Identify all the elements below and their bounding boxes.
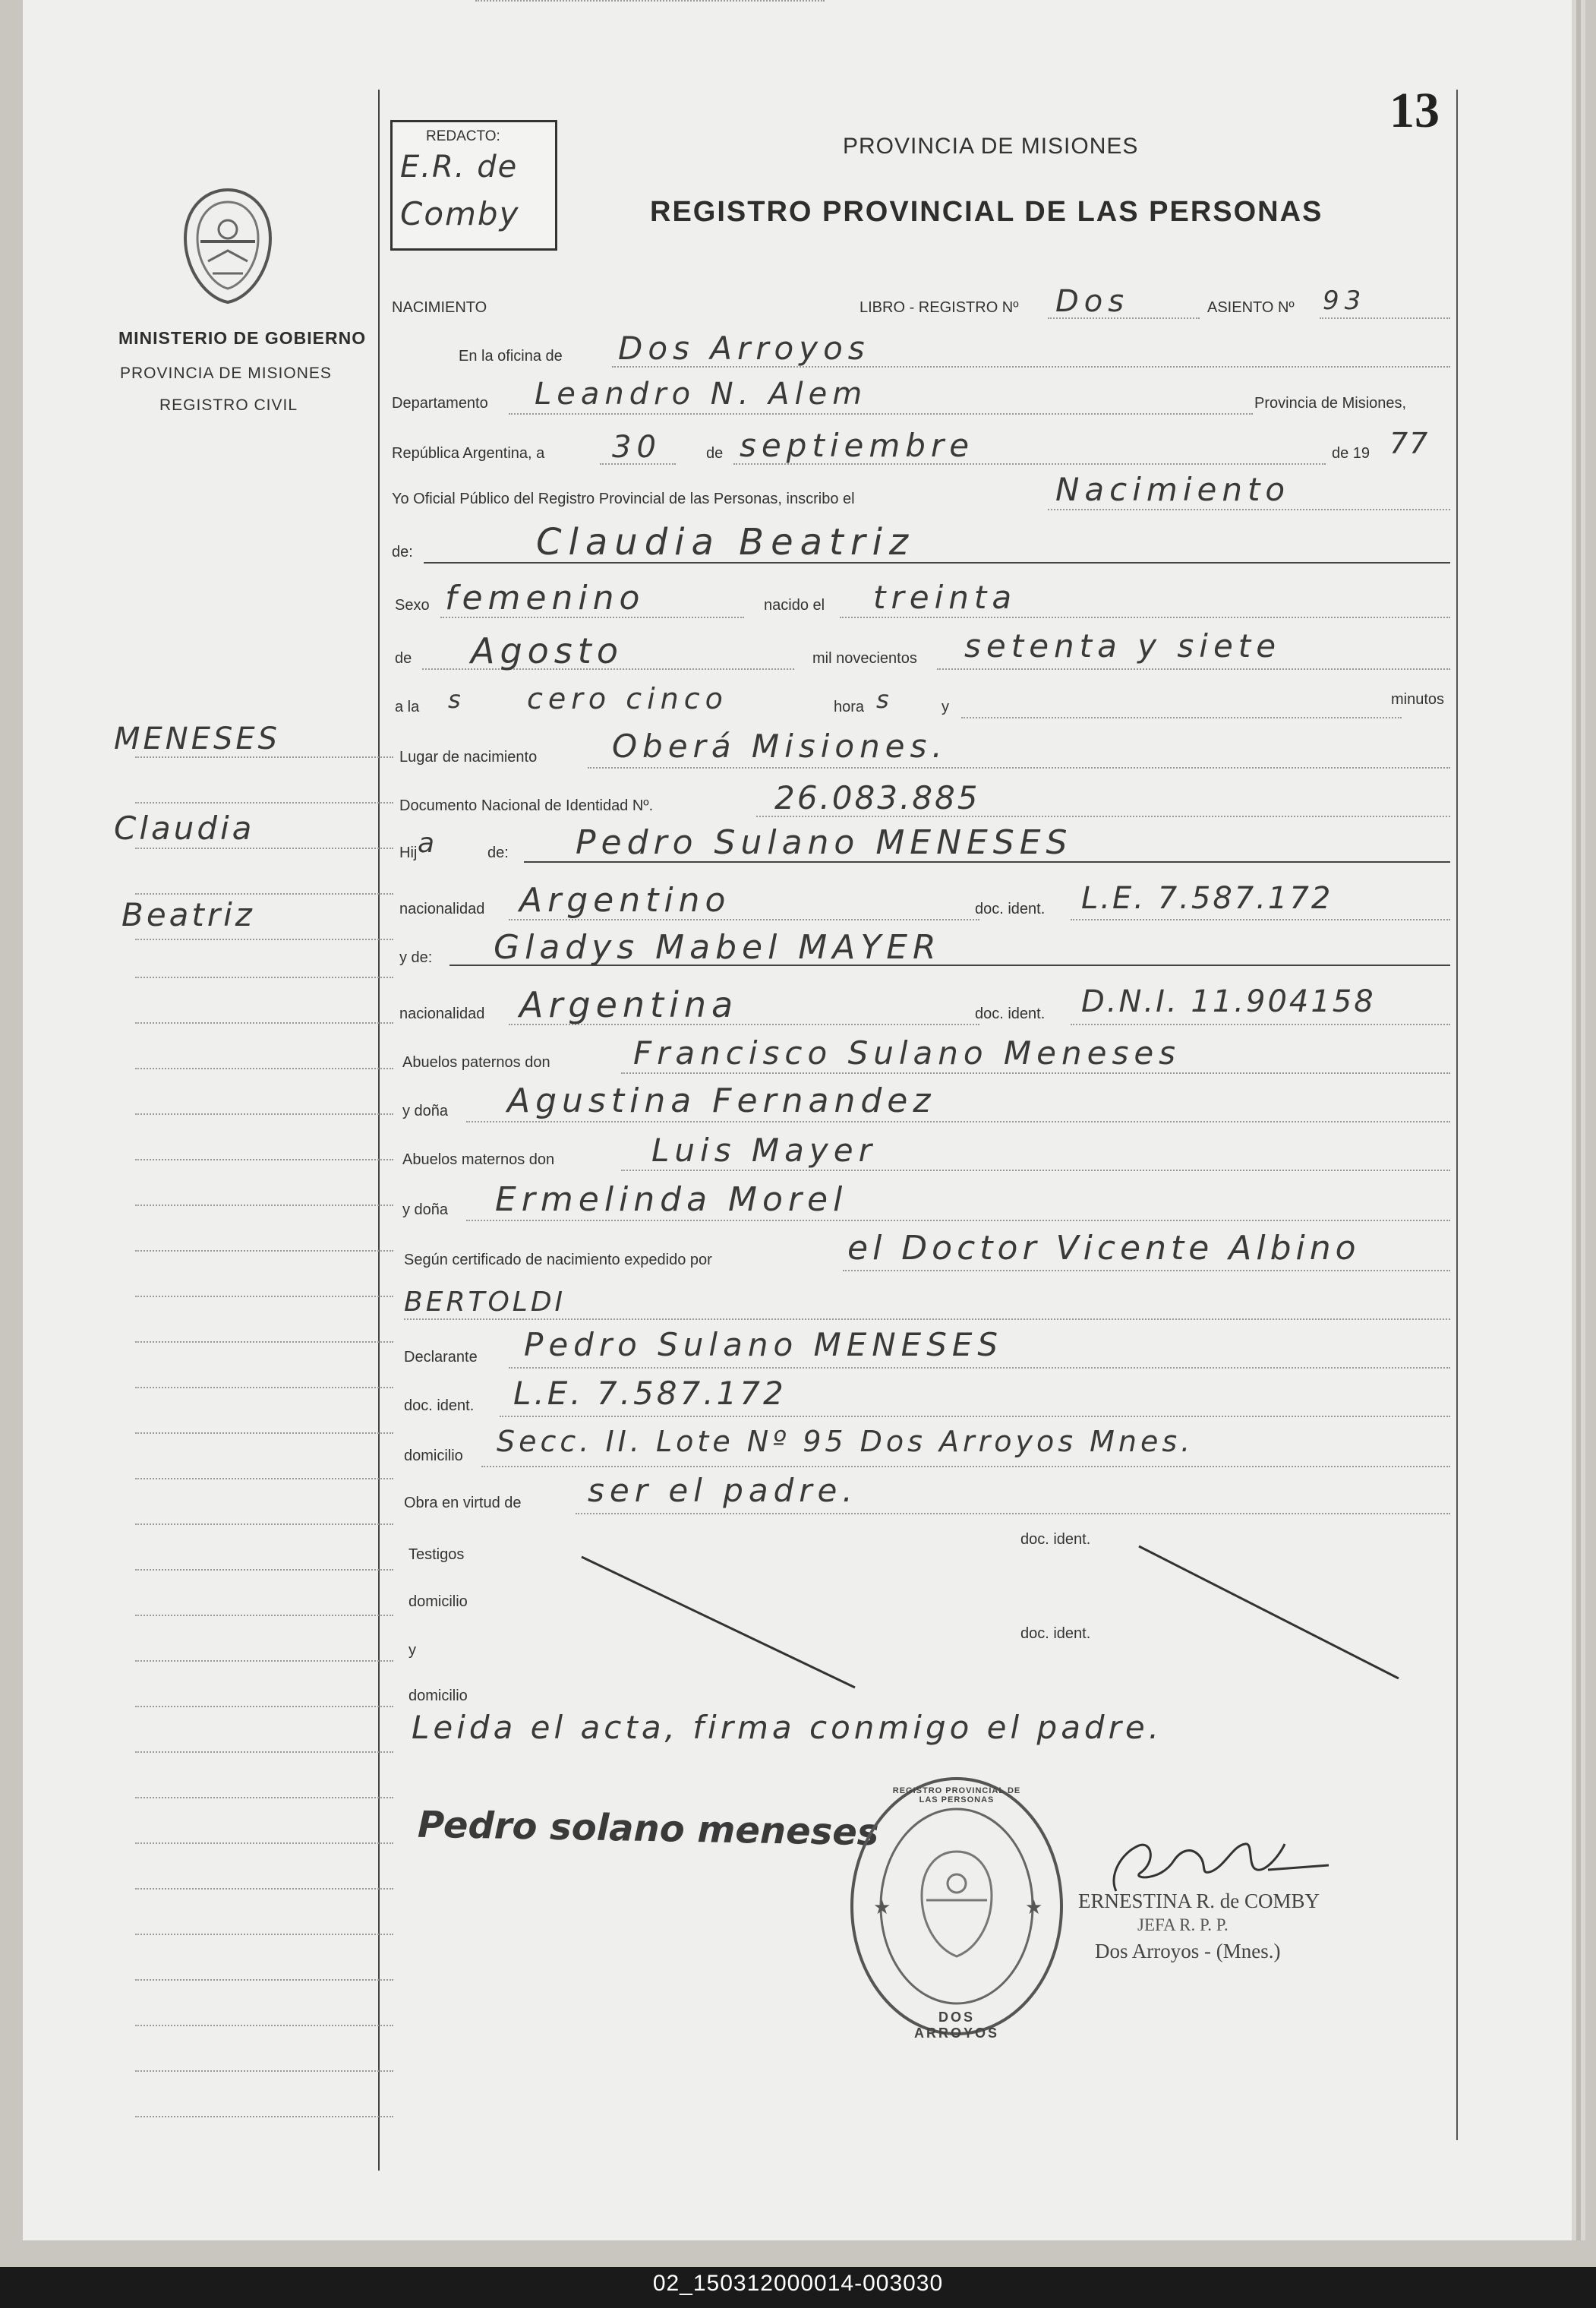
oficina-label: En la oficina de: [459, 348, 563, 365]
nac2-value: Argentina: [519, 984, 739, 1025]
minutos-label: minutos: [1391, 691, 1445, 708]
lugar-label: Lugar de nacimiento: [399, 749, 538, 766]
ydona2-label: y doña: [402, 1201, 449, 1218]
cert-value-2: BERTOLDI: [404, 1287, 566, 1318]
cert-value: el Doctor Vicente Albino: [847, 1229, 1361, 1268]
dom-value: Secc. II. Lote Nº 95 Dos Arroyos Mnes.: [497, 1425, 1194, 1458]
nac2-label: nacionalidad: [399, 1006, 485, 1022]
libro-label: LIBRO - REGISTRO Nº: [860, 299, 1019, 316]
document-page: [23, 0, 1576, 2240]
seal-bottom-text: DOS ARROYOS: [913, 2010, 999, 2041]
stamp-place: Dos Arroyos - (Mnes.): [1095, 1940, 1281, 1962]
decl-value: Pedro Sulano MENESES: [524, 1326, 1004, 1363]
header-registry: REGISTRO PROVINCIAL DE LAS PERSONAS: [650, 196, 1323, 228]
official-seal: [843, 1770, 1071, 2043]
abp-value: Francisco Sulano Meneses: [633, 1034, 1181, 1072]
horas-value: s: [876, 685, 894, 714]
oficial-value: Nacimiento: [1055, 471, 1291, 508]
emblem-icon: [175, 185, 281, 307]
ministerio-title: MINISTERIO DE GOBIERNO: [118, 328, 367, 348]
testigos-label: Testigos: [408, 1546, 465, 1563]
horas-label: hora: [834, 699, 865, 715]
hora-value: cero cinco: [527, 682, 728, 715]
departamento-value: Leandro N. Alem: [535, 377, 868, 412]
sexo-value: femenino: [445, 579, 645, 617]
ydona1-label: y doña: [402, 1103, 449, 1119]
nacido-label: nacido el: [764, 597, 825, 614]
ydona2-value: Ermelinda Morel: [495, 1180, 848, 1219]
footer-id: 02_150312000014-003030: [652, 2271, 944, 2296]
asiento-value: 93: [1323, 286, 1367, 316]
frame-line-right: [1456, 90, 1458, 2140]
nacimiento-label: NACIMIENTO: [392, 299, 487, 316]
frame-line-left: [378, 90, 380, 2171]
header-province: PROVINCIA DE MISIONES: [843, 134, 1139, 159]
margin-name-1: Claudia: [114, 810, 255, 847]
republica-label: República Argentina, a: [392, 445, 545, 462]
margin-name-2: Beatriz: [121, 896, 255, 933]
lugar-value: Oberá Misiones.: [612, 728, 948, 765]
de2-label: de:: [392, 544, 413, 560]
oficial-label: Yo Oficial Público del Registro Provincial de las Personas, inscribo el: [392, 491, 855, 507]
doc1-value: L.E. 7.587.172: [1081, 881, 1333, 916]
obra-label: Obra en virtud de: [404, 1495, 522, 1511]
doct2-label: doc. ident.: [1020, 1625, 1091, 1642]
seal-top-text: REGISTRO PROVINCIAL DE LAS PERSONAS: [892, 1786, 1021, 1804]
nac1-value: Argentino: [519, 881, 731, 920]
anio-label: de 19: [1332, 445, 1370, 462]
doc2-label: doc. ident.: [975, 1006, 1046, 1022]
abp-label: Abuelos paternos don: [402, 1054, 550, 1071]
de3-label: de: [395, 650, 412, 667]
ministerio-registro: REGISTRO CIVIL: [159, 396, 298, 414]
redactado-label: REDACTO:: [426, 128, 500, 144]
docd-label: doc. ident.: [404, 1397, 475, 1414]
redactado-box: [390, 120, 557, 251]
hij-value: a: [418, 828, 440, 859]
firma-padre: Pedro solano meneses: [417, 1803, 879, 1855]
provincia-label: Provincia de Misiones,: [1254, 395, 1407, 412]
dni-label: Documento Nacional de Identidad Nº.: [399, 797, 654, 814]
redactado-line2: Comby: [400, 195, 520, 232]
alas-value: s: [448, 685, 466, 714]
de-label: de: [706, 445, 724, 462]
sexo-label: Sexo: [395, 597, 430, 614]
anio-nac-value: setenta y siete: [964, 627, 1282, 665]
doct1-label: doc. ident.: [1020, 1531, 1091, 1548]
margin-surname: MENESES: [114, 721, 281, 756]
anio-value: 77: [1389, 427, 1430, 460]
ydona1-value: Agustina Fernandez: [507, 1081, 936, 1120]
mes-nac-value: Agosto: [471, 630, 623, 671]
abm-label: Abuelos maternos don: [402, 1151, 555, 1168]
yde-label: y de:: [399, 949, 433, 966]
obra-value: ser el padre.: [588, 1472, 858, 1509]
dni-value: 26.083.885: [774, 779, 980, 816]
hij-label: Hij: [399, 845, 418, 861]
departamento-label: Departamento: [392, 395, 488, 412]
domt2-label: domicilio: [408, 1688, 468, 1704]
yt-label: y: [408, 1642, 416, 1659]
nacido-value: treinta: [873, 579, 1017, 616]
dia-value: 30: [612, 430, 661, 465]
mil-label: mil novecientos: [812, 650, 917, 667]
doc2-value: D.N.I. 11.904158: [1081, 984, 1376, 1019]
alas-label: a la: [395, 699, 420, 715]
svg-text:★: ★: [873, 1896, 891, 1918]
nac1-label: nacionalidad: [399, 901, 485, 917]
ministerio-province: PROVINCIA DE MISIONES: [120, 365, 332, 382]
hij-de-label: de:: [487, 845, 509, 861]
doc1-label: doc. ident.: [975, 901, 1046, 917]
stamp-role: JEFA R. P. P.: [1137, 1915, 1229, 1934]
y-label: y: [942, 699, 949, 715]
libro-value: Dos: [1055, 284, 1130, 319]
page-number: 13: [1389, 83, 1440, 138]
dom-label: domicilio: [404, 1448, 463, 1464]
padre-value: Pedro Sulano MENESES: [576, 823, 1073, 862]
stamp-name: ERNESTINA R. de COMBY: [1078, 1890, 1320, 1912]
mes-value: septiembre: [740, 427, 975, 464]
cert-label: Según certificado de nacimiento expedido por: [404, 1252, 712, 1268]
leida-value: Leida el acta, firma conmigo el padre.: [412, 1709, 1163, 1746]
redactado-line1: E.R. de: [400, 150, 519, 185]
decl-label: Declarante: [404, 1349, 478, 1366]
svg-text:★: ★: [1025, 1896, 1043, 1918]
madre-value: Gladys Mabel MAYER: [494, 928, 942, 967]
asiento-label: ASIENTO Nº: [1207, 299, 1295, 316]
nombre-value: Claudia Beatriz: [536, 521, 916, 564]
abm-value: Luis Mayer: [651, 1132, 877, 1169]
domt1-label: domicilio: [408, 1593, 468, 1610]
oficina-value: Dos Arroyos: [618, 330, 870, 367]
docd-value: L.E. 7.587.172: [513, 1375, 787, 1412]
